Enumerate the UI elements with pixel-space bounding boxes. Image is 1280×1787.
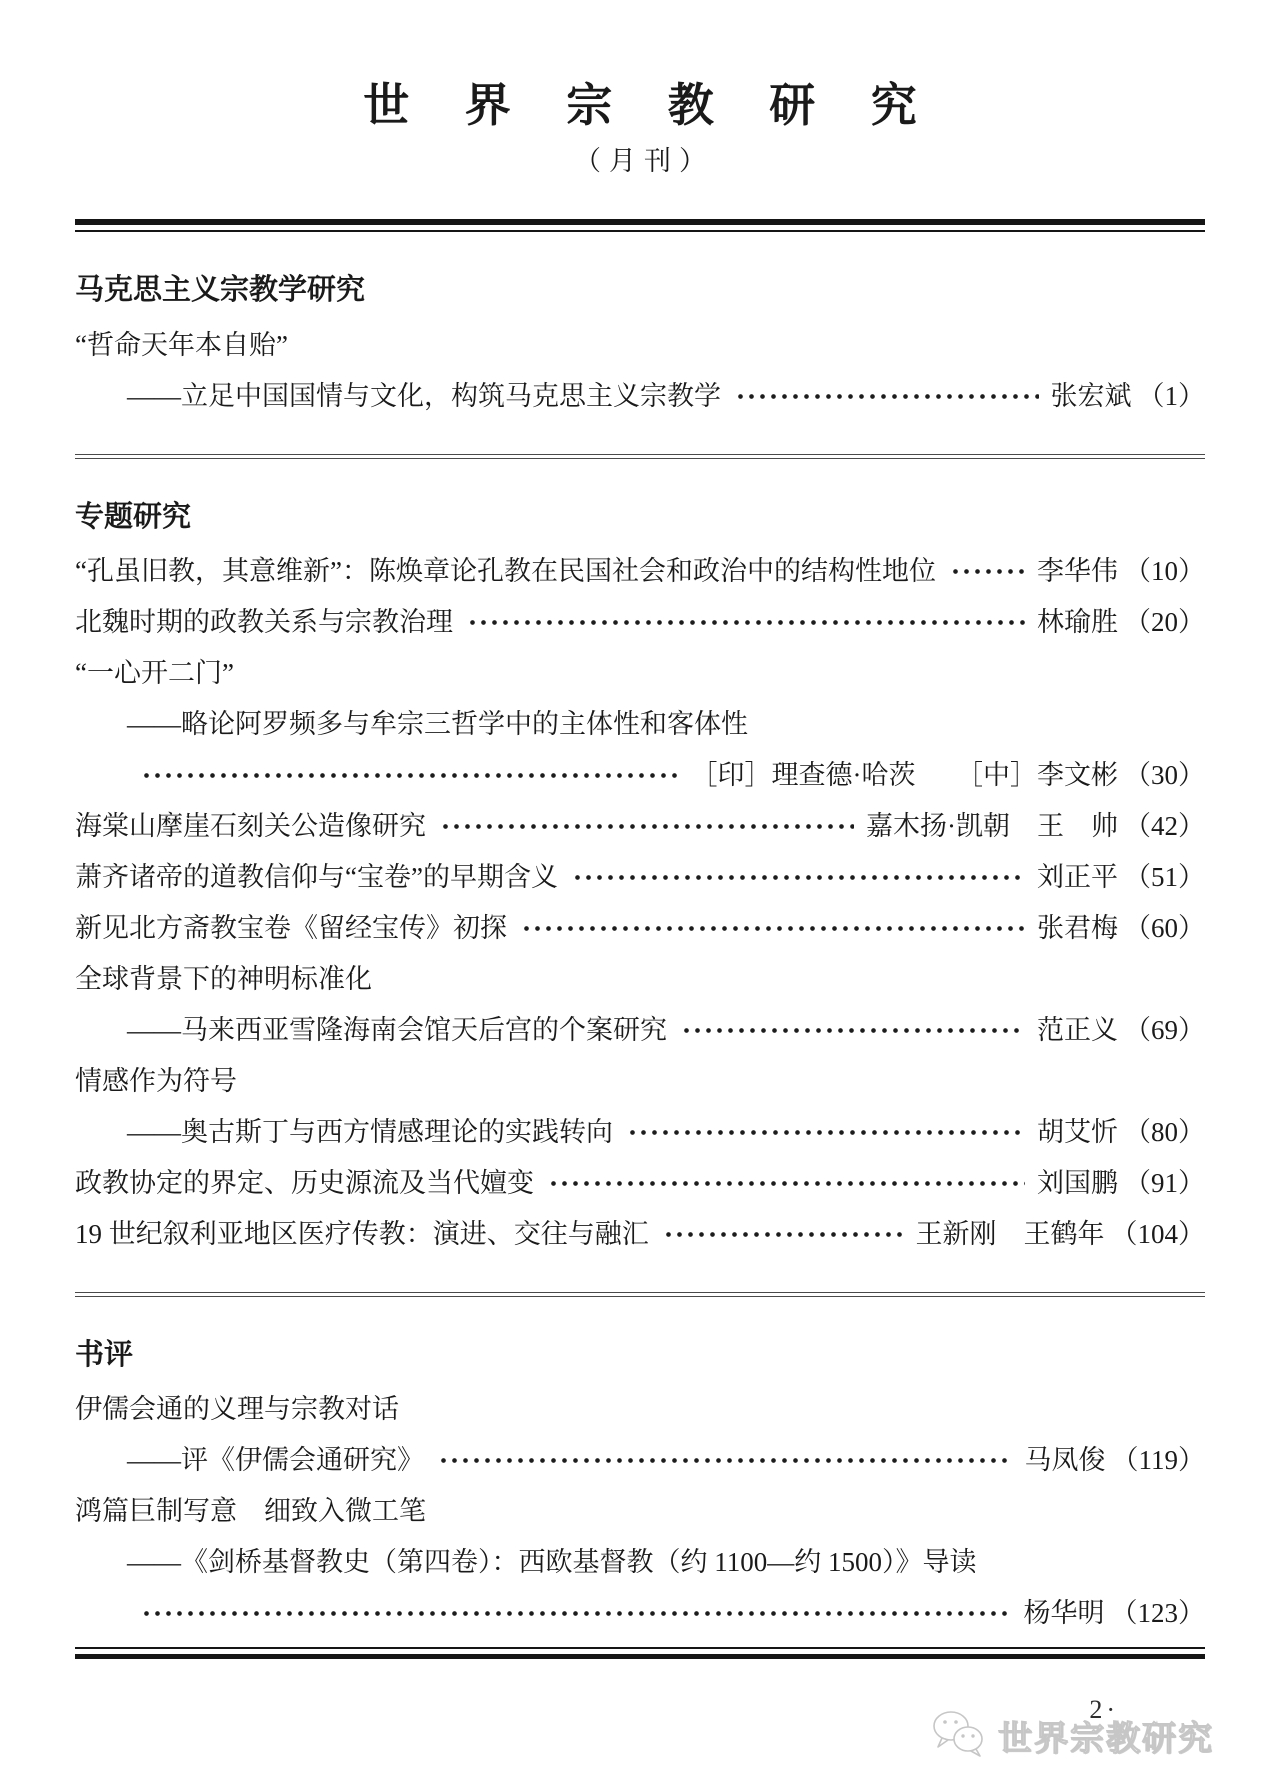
section-heading: 专题研究 [75,500,192,533]
watermark [930,1694,1214,1762]
entry-title-text: 海棠山摩崖石刻关公造像研究 [75,810,426,841]
entry-page-number: （91） [1124,1167,1205,1198]
toc-entry-line [75,708,1205,739]
dotted-leader [681,1021,1025,1039]
journal-subtitle: （月刊） [574,145,714,176]
entry-authors: 张君梅 [1037,912,1118,943]
entry-authors: 范正义 [1037,1014,1118,1045]
bottom-double-rule [75,1647,1205,1659]
entry-authors: 刘国鹏 [1037,1167,1118,1198]
dotted-leader [735,387,1039,405]
entry-title-text: 19 世纪叙利亚地区医疗传教：演进、交往与融汇 [75,1218,649,1249]
toc-entry-line [75,1600,1205,1627]
entry-title-text: ——《剑桥基督教史（第四卷）：西欧基督教（约 1100—约 1500）》导读 [127,1547,977,1578]
toc-entry-line [75,555,1205,586]
entry-title-text: 鸿篇巨制写意 细致入微工笔 [75,1496,426,1527]
entry-authors: 刘正平 [1037,861,1118,892]
dotted-leader [438,1452,1013,1470]
entry-title-text: 政教协定的界定、历史源流及当代嬗变 [75,1167,534,1198]
watermark-label: 世界宗教研究 [998,1719,1214,1758]
entry-title-text: 萧齐诸帝的道教信仰与“宝卷”的早期含义 [75,861,558,892]
entry-page-number: （104） [1110,1218,1205,1249]
dotted-leader [467,613,1025,631]
entry-page-number: （80） [1124,1116,1205,1147]
entry-title-text: 全球背景下的神明标准化 [75,963,372,994]
toc-entry-line [75,329,1205,360]
entry-page-number: （10） [1124,555,1205,586]
toc-entry-line [75,861,1205,892]
toc-entry-line [75,1167,1205,1198]
toc-entry-line [75,1549,1205,1576]
entry-page-number: （42） [1124,810,1205,841]
entry-authors: 嘉木扬·凯朝 王 帅 [866,810,1118,841]
entry-page-number: （30） [1124,759,1205,790]
entry-authors: 林瑜胜 [1037,606,1118,637]
toc-entry-line [75,1065,1205,1096]
footer [930,1693,1214,1777]
entry-authors: 杨华明 [1023,1598,1105,1629]
section-heading: 马克思主义宗教学研究 [75,274,366,307]
toc-entry-line [75,1447,1205,1474]
entry-authors: 马凤俊 [1024,1445,1106,1476]
entry-title-text: ——奥古斯丁与西方情感理论的实践转向 [127,1116,613,1147]
toc-entry-line [75,606,1205,637]
entry-title-text: ——评《伊儒会通研究》 [127,1445,424,1476]
entry-page-number: （1） [1137,380,1205,411]
entry-title-text: ——略论阿罗频多与牟宗三哲学中的主体性和客体性 [127,708,748,739]
dotted-leader [548,1174,1025,1192]
toc-entry-line [75,912,1205,943]
toc-entry-line [75,810,1205,841]
entry-page-number: （51） [1124,861,1205,892]
entry-authors: 张宏斌 [1050,380,1132,411]
masthead-double-rule [75,219,1205,232]
entry-authors: 李华伟 [1037,555,1118,586]
dotted-leader [141,766,679,784]
entry-page-number: （60） [1124,912,1205,943]
entry-title-text: ——马来西亚雪隆海南会馆天后宫的个案研究 [127,1014,667,1045]
entry-title-text: “哲命天年本自贻” [75,329,288,360]
toc-entry-line [75,1116,1205,1147]
entry-title-text: 新见北方斋教宝卷《留经宝传》初探 [75,912,507,943]
dotted-leader [663,1225,904,1243]
entry-authors: 胡艾忻 [1037,1116,1118,1147]
dotted-leader [950,562,1025,580]
entry-page-number: （123） [1110,1598,1205,1629]
toc-entry-line [75,1218,1205,1249]
toc-entry-line [75,963,1205,994]
entry-title-text: “一心开二门” [75,657,234,688]
toc-entry-line [75,657,1205,688]
toc-entry-line [75,1498,1205,1525]
dotted-leader [572,868,1025,886]
wechat-chat-bubbles-icon [930,1709,988,1762]
dotted-leader [521,919,1025,937]
entry-page-number: （69） [1124,1014,1205,1045]
section-heading: 书评 [75,1338,134,1371]
toc-entry-line [75,759,1205,790]
entry-authors: 王新刚 王鹤年 [915,1218,1105,1249]
dotted-leader [141,1605,1012,1623]
entry-page-number: （119） [1111,1445,1205,1476]
dotted-leader [440,817,854,835]
entry-title-text: 伊儒会通的义理与宗教对话 [75,1394,399,1425]
entry-title-text: 北魏时期的政教关系与宗教治理 [75,606,453,637]
journal-title: 世 界 宗 教 研 究 [363,80,939,131]
entry-authors: ［印］理查德·哈茨 ［中］李文彬 [690,759,1118,790]
page-number: 2· [1089,1694,1119,1724]
section-separator-rule [75,454,1205,459]
masthead [75,0,1205,177]
toc-entry-line [75,1014,1205,1045]
entry-title-text: 情感作为符号 [75,1065,237,1096]
toc-entry-line [75,1396,1205,1423]
dotted-leader [627,1123,1025,1141]
toc [75,274,1205,1627]
entry-title-text: “孔虽旧教，其意维新”：陈焕章论孔教在民国社会和政治中的结构性地位 [75,555,936,586]
entry-page-number: （20） [1124,606,1205,637]
entry-title-text: ——立足中国国情与文化，构筑马克思主义宗教学 [127,380,721,411]
toc-entry-line [75,380,1205,411]
section-separator-rule [75,1292,1205,1297]
